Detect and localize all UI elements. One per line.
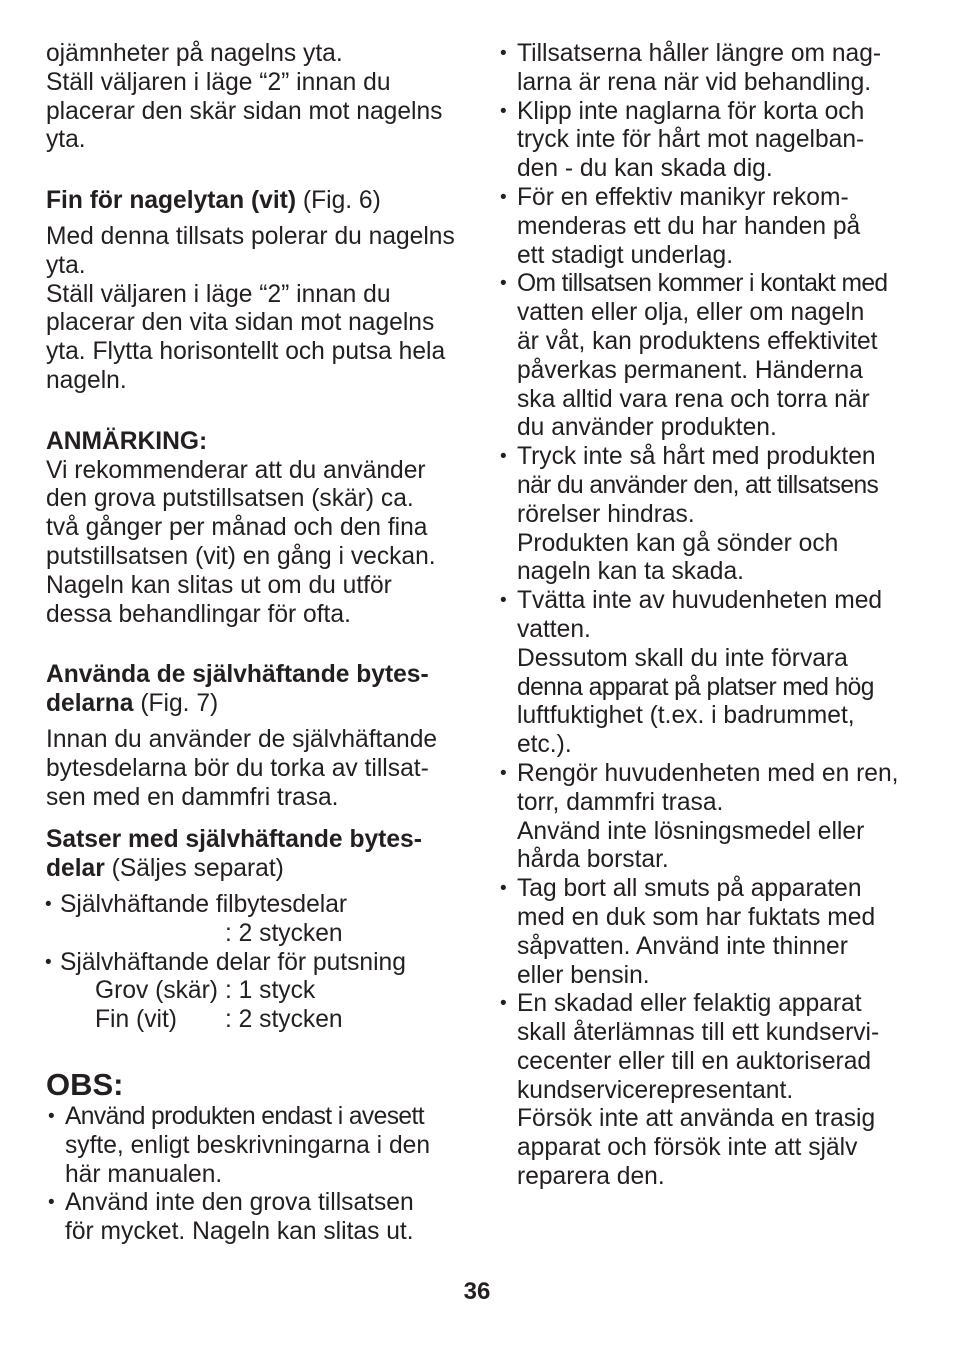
text-line: Produkten kan gå sönder och bbox=[517, 529, 839, 557]
list-item bbox=[498, 443, 918, 587]
use-heading-line2: delarna bbox=[46, 690, 134, 718]
text-line: placerar den skär sidan mot nagelns bbox=[46, 97, 443, 125]
text-line: nageln kan ta skada. bbox=[517, 558, 744, 586]
text-line: putstillsatsen (vit) en gång i veckan. bbox=[46, 542, 436, 570]
text-line: yta. Flytta horisontellt och putsa hela bbox=[46, 338, 446, 366]
text-line: Nageln kan slitas ut om du utför bbox=[46, 571, 392, 599]
fine-section-heading bbox=[46, 187, 466, 216]
text-line: tryck inte för hårt mot nagelban- bbox=[517, 126, 865, 154]
use-heading-line1: Använda de självhäftande bytes- bbox=[46, 661, 429, 689]
text-line: Tvätta inte av huvudenheten med bbox=[517, 587, 883, 615]
text-line: yta. bbox=[46, 251, 86, 279]
list-item bbox=[498, 40, 918, 98]
text-line: Ställ väljaren i läge “2” innan du bbox=[46, 68, 391, 96]
sets-heading-line2: delar bbox=[46, 855, 105, 883]
text-line: Tillsatserna håller längre om nag- bbox=[517, 40, 882, 67]
caution-list bbox=[498, 40, 918, 1192]
use-heading-figure-ref: (Fig. 7) bbox=[140, 690, 219, 718]
text-line: här manualen. bbox=[65, 1160, 223, 1188]
text-line: påverkas permanent. Händerna bbox=[517, 356, 863, 384]
sets-item-label: Självhäftande delar för putsning bbox=[60, 948, 406, 976]
text-line: vatten. bbox=[517, 615, 591, 643]
text-line: såpvatten. Använd inte thinner bbox=[517, 932, 848, 960]
text-line: luftfuktighet (t.ex. i badrummet, bbox=[517, 702, 855, 730]
sets-subrow-label: Grov (skär) bbox=[95, 977, 218, 1005]
page-number: 36 bbox=[463, 1278, 491, 1305]
note-heading: ANMÄRKING: bbox=[46, 427, 208, 455]
sets-heading-line1: Satser med självhäftande bytes- bbox=[46, 826, 422, 854]
text-line: ojämnheter på nagelns yta. bbox=[46, 40, 343, 67]
text-line: Tag bort all smuts på apparaten bbox=[517, 875, 862, 903]
use-section-text bbox=[46, 726, 466, 812]
text-line: Ställ väljaren i läge “2” innan du bbox=[46, 280, 391, 308]
sets-subrow-value: : 1 styck bbox=[225, 977, 316, 1005]
text-line: Med denna tillsats polerar du nagelns bbox=[46, 222, 455, 250]
text-line: placerar den vita sidan mot nagelns bbox=[46, 309, 435, 337]
text-line: kundservicerepresentant. bbox=[517, 1076, 794, 1104]
text-line: syfte, enligt beskrivningarna i den bbox=[65, 1131, 431, 1159]
text-line: apparat och försök inte att själv bbox=[517, 1134, 858, 1162]
text-line: nageln. bbox=[46, 366, 127, 394]
fine-heading-title: Fin för nagelytan (vit) bbox=[46, 187, 297, 215]
text-line: med en duk som har fuktats med bbox=[517, 903, 876, 931]
sets-subrow-value: : 2 stycken bbox=[225, 1006, 343, 1034]
right-column bbox=[498, 40, 918, 1192]
text-line: rörelser hindras. bbox=[517, 500, 695, 528]
note-text bbox=[46, 457, 466, 630]
text-line: du använder produkten. bbox=[517, 414, 777, 442]
text-line: Dessutom skall du inte förvara bbox=[517, 644, 848, 672]
fine-section-text bbox=[46, 223, 466, 396]
left-column bbox=[46, 40, 466, 1247]
text-line: menderas ett du har handen på bbox=[517, 212, 861, 240]
sets-section-heading bbox=[46, 826, 466, 884]
text-line: reparera den. bbox=[517, 1163, 665, 1191]
list-item bbox=[498, 990, 918, 1192]
text-line: ett stadigt underlag. bbox=[517, 241, 734, 269]
text-line: Använd inte den grova tillsatsen bbox=[65, 1189, 414, 1217]
text-line: torr, dammfri trasa. bbox=[517, 788, 724, 816]
text-line: ska alltid vara rena och torra när bbox=[517, 385, 870, 413]
list-item bbox=[498, 184, 918, 270]
text-line: En skadad eller felaktig apparat bbox=[517, 990, 862, 1018]
list-item bbox=[46, 1189, 466, 1247]
list-item bbox=[46, 949, 466, 1035]
use-section-heading bbox=[46, 661, 466, 719]
text-line: Använd produkten endast i avesett bbox=[65, 1102, 424, 1130]
text-line: dessa behandlingar för ofta. bbox=[46, 600, 351, 628]
text-line: två gånger per månad och den fina bbox=[46, 514, 428, 542]
text-line: bytesdelarna bör du torka av tillsat- bbox=[46, 754, 429, 782]
fine-heading-figure-ref: (Fig. 6) bbox=[302, 187, 381, 215]
text-line: för mycket. Nageln kan slitas ut. bbox=[65, 1218, 414, 1246]
text-line: Klipp inte naglarna för korta och bbox=[517, 97, 865, 125]
text-line: etc.). bbox=[517, 731, 572, 759]
text-line: skall återlämnas till ett kundservi- bbox=[517, 1019, 880, 1047]
obs-heading: OBS: bbox=[46, 1066, 124, 1102]
text-line: är våt, kan produktens effektivitet bbox=[517, 327, 878, 355]
sets-subrow bbox=[60, 1006, 466, 1035]
text-line: den - du kan skada dig. bbox=[517, 155, 773, 183]
text-line: Om tillsatsen kommer i kontakt med bbox=[517, 270, 888, 298]
text-line: Försök inte att använda en trasig bbox=[517, 1105, 876, 1133]
text-line: Använd inte lösningsmedel eller bbox=[517, 817, 865, 845]
sets-list bbox=[46, 891, 466, 1035]
list-item bbox=[46, 891, 466, 949]
text-line: larna är rena när vid behandling. bbox=[517, 68, 872, 96]
list-item bbox=[498, 270, 918, 443]
list-item bbox=[498, 98, 918, 184]
text-line: när du använder den, att tillsatsens bbox=[517, 471, 879, 499]
text-line: Tryck inte så hårt med produkten bbox=[517, 443, 876, 471]
text-line: Rengör huvudenheten med en ren, bbox=[517, 759, 899, 787]
text-line: cecenter eller till en auktoriserad bbox=[517, 1047, 872, 1075]
text-line: Innan du använder de självhäftande bbox=[46, 725, 438, 753]
sets-subrow bbox=[60, 977, 466, 1006]
text-line: denna apparat på platser med hög bbox=[517, 673, 874, 701]
obs-list bbox=[46, 1103, 466, 1247]
sets-item-label: Självhäftande filbytesdelar bbox=[60, 890, 348, 918]
list-item bbox=[498, 760, 918, 875]
text-line: den grova putstillsatsen (skär) ca. bbox=[46, 485, 414, 513]
list-item bbox=[498, 875, 918, 990]
sets-heading-note: (Säljes separat) bbox=[111, 855, 284, 883]
text-line: eller bensin. bbox=[517, 961, 650, 989]
sets-subrow-label: Fin (vit) bbox=[95, 1006, 177, 1034]
list-item bbox=[498, 587, 918, 760]
sets-item-count: : 2 stycken bbox=[225, 919, 343, 947]
text-line: sen med en dammfri trasa. bbox=[46, 783, 339, 811]
text-line: hårda borstar. bbox=[517, 846, 669, 874]
text-line: vatten eller olja, eller om nageln bbox=[517, 299, 865, 327]
intro-paragraph bbox=[46, 40, 466, 155]
text-line: Vi rekommenderar att du använder bbox=[46, 456, 426, 484]
text-line: yta. bbox=[46, 126, 86, 154]
list-item bbox=[46, 1103, 466, 1189]
text-line: För en effektiv manikyr rekom- bbox=[517, 183, 849, 211]
